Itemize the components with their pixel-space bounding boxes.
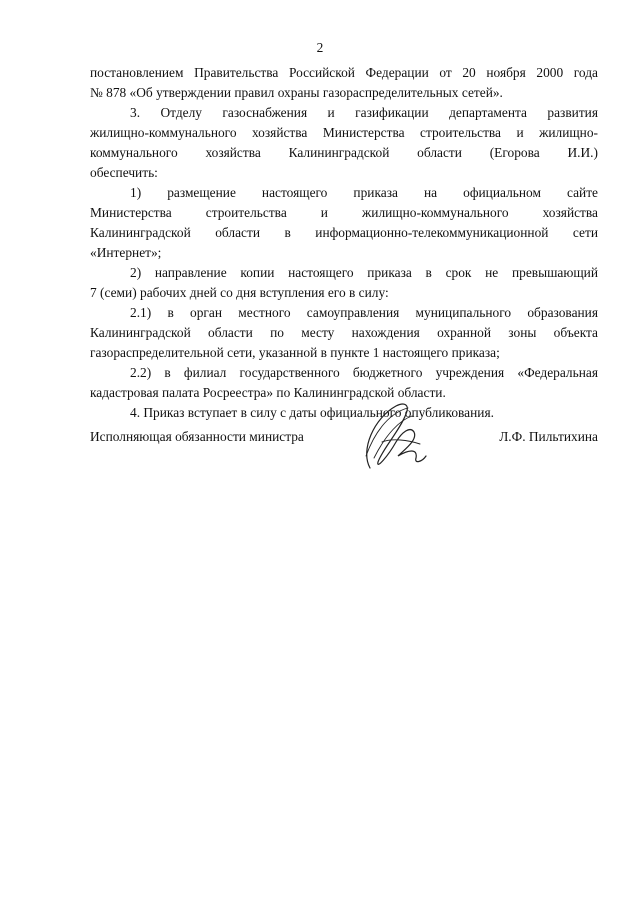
page-number: 2	[316, 40, 324, 55]
document-body	[90, 63, 598, 423]
text-line: № 878 «Об утверждении правил охраны газораспределительных сетей».	[90, 85, 503, 100]
text-line: 7 (семи) рабочих дней со дня вступления его в силу:	[90, 285, 389, 300]
item-1-line: 1) размещение настоящего приказа на официальном сайте	[130, 185, 598, 200]
signatory-name: Л.Ф. Пильтихина	[499, 429, 598, 444]
paragraph-3-line: 3. Отделу газоснабжения и газификации департамента развития	[130, 105, 598, 120]
text-line: обеспечить:	[90, 165, 158, 180]
item-2-line: 2) направление копии настоящего приказа в срок не превышающий	[130, 265, 598, 280]
item-2-1-line: 2.1) в орган местного самоуправления муниципального образования	[130, 305, 598, 320]
signatory-position: Исполняющая обязанности министра	[90, 429, 304, 444]
handwritten-signature-icon	[352, 398, 432, 476]
text-line: кадастровая палата Росреестра» по Калининградской области.	[90, 385, 446, 400]
text-line: газораспределительной сети, указанной в пункте 1 настоящего приказа;	[90, 345, 500, 360]
text-line: постановлением Правительства Российской Федерации от 20 ноября 2000 года	[90, 65, 598, 80]
signature-block	[90, 425, 598, 475]
text-line: коммунального хозяйства Калининградской области (Егорова И.И.)	[90, 145, 598, 160]
paragraph-4-line: 4. Приказ вступает в силу с даты официального опубликования.	[130, 405, 494, 420]
item-2-2-line: 2.2) в филиал государственного бюджетного учреждения «Федеральная	[130, 365, 598, 380]
text-line: Калининградской области по месту нахождения охранной зоны объекта	[90, 325, 598, 340]
text-line: Министерства строительства и жилищно-коммунального хозяйства	[90, 205, 598, 220]
text-line: «Интернет»;	[90, 245, 162, 260]
text-line: Калининградской области в информационно-телекоммуникационной сети	[90, 225, 598, 240]
text-line: жилищно-коммунального хозяйства Министерства строительства и жилищно-	[90, 125, 598, 140]
